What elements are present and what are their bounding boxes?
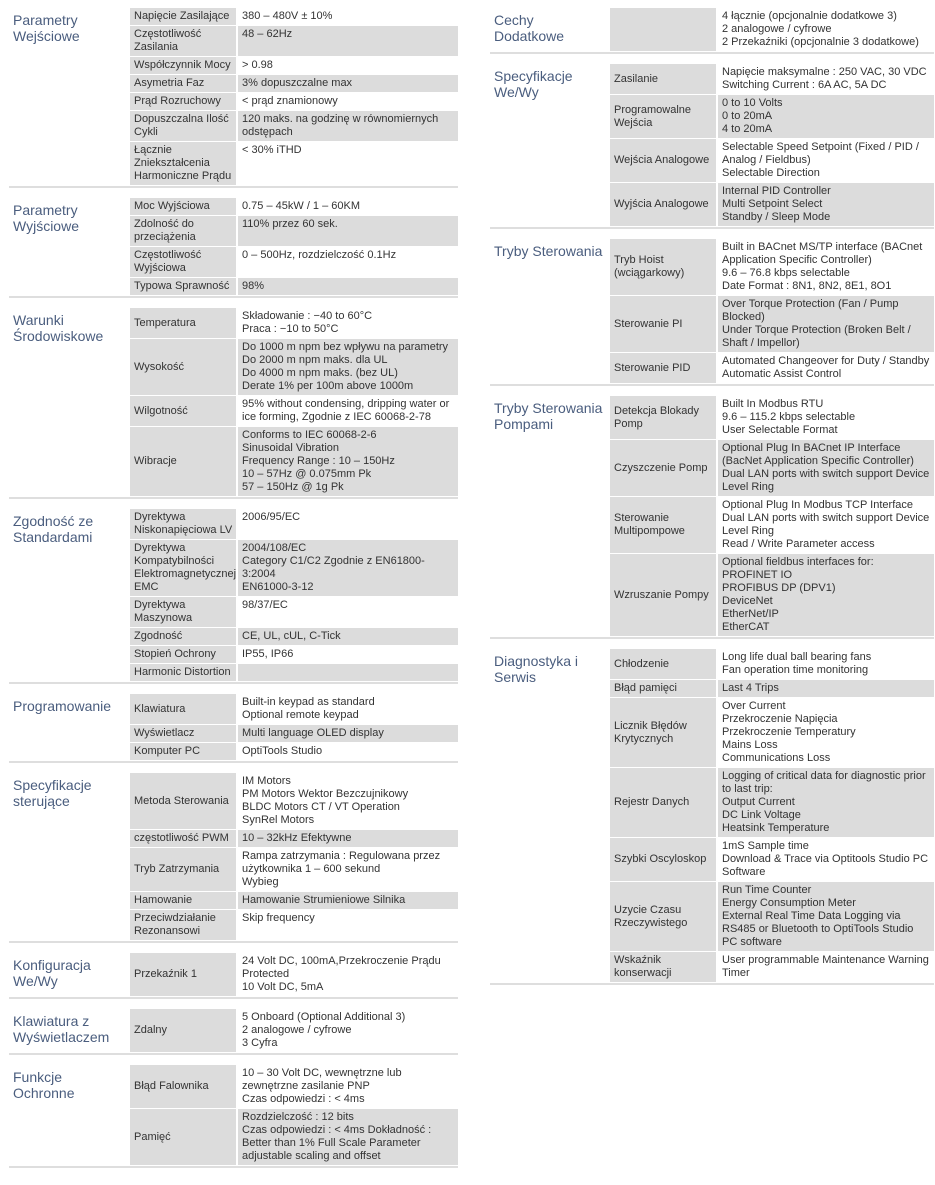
spec-label: Uzycie Czasu Rzeczywistego [610, 882, 718, 952]
spec-label: Komputer PC [130, 743, 238, 761]
spec-rows [130, 308, 458, 497]
spec-row [610, 95, 934, 139]
spec-label: Łącznie Zniekształcenia Harmoniczne Prądu [130, 142, 238, 186]
spec-label: Zdolność do przeciążenia [130, 216, 238, 247]
spec-label: Wyjścia Analogowe [610, 183, 718, 227]
spec-label: Programowalne Wejścia [610, 95, 718, 139]
spec-value: Internal PID Controller Multi Setpoint Select Standby / Sleep Mode [718, 183, 934, 227]
spec-rows [130, 509, 458, 682]
spec-value: 10 – 32kHz Efektywne [238, 830, 458, 848]
spec-row [610, 882, 934, 952]
spec-value: 10 – 30 Volt DC, wewnętrzne lub zewnętrzne zasilanie PNP Czas odpowiedzi : < 4ms [238, 1065, 458, 1109]
spec-value: 95% without condensing, dripping water or ice forming, Zgodnie z IEC 60068-2-78 [238, 396, 458, 427]
spec-row [610, 8, 934, 52]
spec-row [130, 910, 458, 941]
spec-value: IP55, IP66 [238, 646, 458, 664]
section-title: Specyfikacje sterujące [13, 777, 92, 809]
spec-row [610, 649, 934, 680]
section-title: Klawiatura z Wyświetlaczem [13, 1013, 110, 1045]
spec-value: Built-in keypad as standard Optional remote keypad [238, 694, 458, 725]
spec-rows [610, 396, 934, 637]
spec-value: Selectable Speed Setpoint (Fixed / PID / Analog / Fieldbus) Selectable Direction [718, 139, 934, 183]
spec-row [130, 339, 458, 396]
spec-value: Skip frequency [238, 910, 458, 941]
spec-section-konfiguracja-we-wy [9, 953, 458, 999]
spec-label: Zasilanie [610, 64, 718, 95]
spec-row [610, 440, 934, 497]
spec-value: 1mS Sample time Download & Trace via Optitools Studio PC Software [718, 838, 934, 882]
spec-section-parametry-wejsciowe [9, 8, 458, 188]
spec-section-tryby-sterowania-pompami [490, 396, 934, 639]
right-column [490, 8, 934, 995]
spec-value: < prąd znamionowy [238, 93, 458, 111]
spec-value: Long life dual ball bearing fans Fan operation time monitoring [718, 649, 934, 680]
spec-label: Stopień Ochrony [130, 646, 238, 664]
spec-section-programowanie [9, 694, 458, 763]
spec-label: Tryb Zatrzymania [130, 848, 238, 892]
spec-row [130, 198, 458, 216]
spec-label: Wskaźnik konserwacji [610, 952, 718, 983]
spec-value: CE, UL, cUL, C-Tick [238, 628, 458, 646]
spec-value: 4 łącznie (opcjonalnie dodatkowe 3) 2 analogowe / cyfrowe 2 Przekaźniki (opcjonalnie 3 dodatkowe) [718, 8, 934, 52]
spec-label: Detekcja Blokady Pomp [610, 396, 718, 440]
spec-row [130, 427, 458, 497]
spec-label: Czyszczenie Pomp [610, 440, 718, 497]
spec-value [238, 664, 458, 682]
section-title: Warunki Środowiskowe [13, 312, 104, 344]
spec-value: Optional Plug In BACnet IP Interface (BacNet Application Specific Controller) Dual LAN ports with switch support Device Level Ring [718, 440, 934, 497]
spec-row [130, 1009, 458, 1053]
spec-row [610, 353, 934, 384]
spec-value: 0 – 500Hz, rozdzielczość 0.1Hz [238, 247, 458, 278]
spec-row [130, 725, 458, 743]
section-title: Tryby Sterowania Pompami [494, 400, 603, 432]
section-title: Specyfikacje We/Wy [494, 68, 573, 100]
spec-label: Wzruszanie Pompy [610, 554, 718, 637]
spec-row [610, 139, 934, 183]
spec-row [130, 278, 458, 296]
spec-row [130, 396, 458, 427]
spec-value: 0.75 – 45kW / 1 – 60KM [238, 198, 458, 216]
spec-value: Rozdzielczość : 12 bits Czas odpowiedzi : < 4ms Dokładność : Better than 1% Full Scale Parameter adjustable scaling and offset [238, 1109, 458, 1166]
spec-row [130, 540, 458, 597]
spec-row [130, 1109, 458, 1166]
left-column [9, 8, 458, 1178]
spec-rows [610, 239, 934, 384]
spec-value: 0 to 10 Volts 0 to 20mA 4 to 20mA [718, 95, 934, 139]
spec-value: Over Torque Protection (Fan / Pump Blocked) Under Torque Protection (Broken Belt / Shaft / Impellor) [718, 296, 934, 353]
spec-label: Błąd Falownika [130, 1065, 238, 1109]
spec-row [610, 554, 934, 637]
spec-label: Przeciwdziałanie Rezonansowi [130, 910, 238, 941]
spec-value: Last 4 Trips [718, 680, 934, 698]
spec-row [130, 773, 458, 830]
spec-rows [130, 1065, 458, 1166]
spec-section-klawiatura-z-wyswietlaczem [9, 1009, 458, 1055]
spec-label: Metoda Sterowania [130, 773, 238, 830]
spec-rows [130, 1009, 458, 1053]
spec-row [130, 509, 458, 540]
spec-label: Szybki Oscyloskop [610, 838, 718, 882]
section-title: Programowanie [13, 698, 112, 714]
spec-value: 5 Onboard (Optional Additional 3) 2 analogowe / cyfrowe 3 Cyfra [238, 1009, 458, 1053]
spec-row [610, 768, 934, 838]
spec-value: Logging of critical data for diagnostic prior to last trip: Output Current DC Link Voltage Heatsink Temperature [718, 768, 934, 838]
spec-row [130, 628, 458, 646]
spec-value: Built In Modbus RTU 9.6 – 115.2 kbps selectable User Selectable Format [718, 396, 934, 440]
spec-row [610, 183, 934, 227]
spec-label: Błąd pamięci [610, 680, 718, 698]
spec-row [610, 952, 934, 983]
spec-row [130, 597, 458, 628]
spec-section-funkcje-ochronne [9, 1065, 458, 1168]
spec-label: Sterowanie PID [610, 353, 718, 384]
spec-row [130, 664, 458, 682]
spec-value: Napięcie maksymalne : 250 VAC, 30 VDC Switching Current : 6A AC, 5A DC [718, 64, 934, 95]
spec-row [130, 93, 458, 111]
spec-value: 98/37/EC [238, 597, 458, 628]
spec-label: Częstotliwość Zasilania [130, 26, 238, 57]
spec-value: Optional fieldbus interfaces for: PROFINET IO PROFIBUS DP (DPV1) DeviceNet EtherNet/IP EtherCAT [718, 554, 934, 637]
spec-value: 3% dopuszczalne max [238, 75, 458, 93]
spec-rows [130, 198, 458, 296]
spec-section-warunki-srodowiskowe [9, 308, 458, 499]
spec-value: 2006/95/EC [238, 509, 458, 540]
spec-label: Rejestr Danych [610, 768, 718, 838]
spec-value: 24 Volt DC, 100mA,Przekroczenie Prądu Protected 10 Volt DC, 5mA [238, 953, 458, 997]
spec-row [130, 75, 458, 93]
spec-label: Klawiatura [130, 694, 238, 725]
spec-label: Temperatura [130, 308, 238, 339]
spec-section-zgodnosc-ze-standardami [9, 509, 458, 684]
spec-row [130, 26, 458, 57]
spec-rows [610, 8, 934, 52]
spec-label: Zdalny [130, 1009, 238, 1053]
spec-section-specyfikacje-sterujace [9, 773, 458, 943]
spec-value: Hamowanie Strumieniowe Silnika [238, 892, 458, 910]
spec-value: 120 maks. na godzinę w równomiernych odstępach [238, 111, 458, 142]
spec-label: Prąd Rozruchowy [130, 93, 238, 111]
spec-label: Harmonic Distortion [130, 664, 238, 682]
spec-section-tryby-sterowania [490, 239, 934, 386]
spec-value: 2004/108/EC Category C1/C2 Zgodnie z EN61800-3:2004 EN61000-3-12 [238, 540, 458, 597]
spec-label: Wysokość [130, 339, 238, 396]
spec-row [130, 848, 458, 892]
spec-label: częstotliwość PWM [130, 830, 238, 848]
spec-row [610, 64, 934, 95]
spec-label: Częstotliwość Wyjściowa [130, 247, 238, 278]
spec-row [130, 694, 458, 725]
section-title: Funkcje Ochronne [13, 1069, 75, 1101]
spec-section-specyfikacje-we-wy [490, 64, 934, 229]
spec-rows [610, 649, 934, 983]
spec-section-diagnostyka-i-serwis [490, 649, 934, 985]
spec-row [130, 57, 458, 75]
spec-section-parametry-wyjsciowe [9, 198, 458, 298]
spec-value: 110% przez 60 sek. [238, 216, 458, 247]
spec-label [610, 8, 718, 52]
spec-section-cechy-dodatkowe [490, 8, 934, 54]
spec-label: Moc Wyjściowa [130, 198, 238, 216]
spec-row [130, 111, 458, 142]
section-title: Cechy Dodatkowe [494, 12, 565, 44]
spec-value: Run Time Counter Energy Consumption Meter External Real Time Data Logging via RS485 or Bluetooth to OptiTools Studio PC software [718, 882, 934, 952]
spec-rows [130, 773, 458, 941]
spec-row [130, 743, 458, 761]
spec-label: Sterowanie PI [610, 296, 718, 353]
spec-label: Tryb Hoist (wciągarkowy) [610, 239, 718, 296]
spec-label: Wilgotność [130, 396, 238, 427]
spec-label: Hamowanie [130, 892, 238, 910]
spec-value: > 0.98 [238, 57, 458, 75]
spec-label: Zgodność [130, 628, 238, 646]
spec-label: Napięcie Zasilające [130, 8, 238, 26]
spec-label: Wyświetlacz [130, 725, 238, 743]
spec-label: Pamięć [130, 1109, 238, 1166]
spec-row [130, 953, 458, 997]
spec-label: Wibracje [130, 427, 238, 497]
spec-label: Chłodzenie [610, 649, 718, 680]
spec-rows [130, 8, 458, 186]
spec-row [610, 239, 934, 296]
spec-value: Rampa zatrzymania : Regulowana przez użytkownika 1 – 600 sekund Wybieg [238, 848, 458, 892]
spec-label: Dyrektywa Kompatybilności Elektromagnetycznej EMC [130, 540, 238, 597]
spec-label: Asymetria Faz [130, 75, 238, 93]
spec-label: Sterowanie Multipompowe [610, 497, 718, 554]
spec-label: Dyrektywa Maszynowa [130, 597, 238, 628]
spec-value: < 30% iTHD [238, 142, 458, 186]
section-title: Diagnostyka i Serwis [494, 653, 579, 685]
spec-label: Dopuszczalna Ilość Cykli [130, 111, 238, 142]
spec-rows [130, 694, 458, 761]
spec-value: 380 – 480V ± 10% [238, 8, 458, 26]
spec-rows [610, 64, 934, 227]
section-title: Parametry Wyjściowe [13, 202, 79, 234]
spec-value: Over Current Przekroczenie Napięcia Przekroczenie Temperatury Mains Loss Communications Loss [718, 698, 934, 768]
spec-row [130, 892, 458, 910]
spec-row [610, 838, 934, 882]
section-title: Tryby Sterowania [494, 243, 603, 259]
spec-value: Conforms to IEC 60068-2-6 Sinusoidal Vibration Frequency Range : 10 – 150Hz 10 – 57Hz @ 0.075mm Pk 57 – 150Hz @ 1g Pk [238, 427, 458, 497]
spec-value: Built in BACnet MS/TP interface (BACnet Application Specific Controller) 9.6 – 76.8 kbps selectable Date Format : 8N1, 8N2, 8E1, 8O1 [718, 239, 934, 296]
spec-row [610, 497, 934, 554]
spec-value: IM Motors PM Motors Wektor Bezczujnikowy BLDC Motors CT / VT Operation SynRel Motors [238, 773, 458, 830]
spec-value: 48 – 62Hz [238, 26, 458, 57]
section-title: Parametry Wejściowe [13, 12, 80, 44]
spec-row [130, 830, 458, 848]
spec-row [610, 698, 934, 768]
spec-value: Optional Plug In Modbus TCP Interface Dual LAN ports with switch support Device Level Ring Read / Write Parameter access [718, 497, 934, 554]
spec-value: User programmable Maintenance Warning Timer [718, 952, 934, 983]
spec-row [130, 646, 458, 664]
spec-value: OptiTools Studio [238, 743, 458, 761]
spec-label: Wejścia Analogowe [610, 139, 718, 183]
spec-row [130, 142, 458, 186]
spec-rows [130, 953, 458, 997]
spec-value: Multi language OLED display [238, 725, 458, 743]
spec-value: Automated Changeover for Duty / Standby Automatic Assist Control [718, 353, 934, 384]
spec-row [130, 308, 458, 339]
spec-label: Dyrektywa Niskonapięciowa LV [130, 509, 238, 540]
spec-label: Przekaźnik 1 [130, 953, 238, 997]
spec-value: 98% [238, 278, 458, 296]
spec-value: Składowanie : −40 to 60°C Praca : −10 to 50°C [238, 308, 458, 339]
spec-row [130, 8, 458, 26]
spec-row [130, 1065, 458, 1109]
spec-label: Współczynnik Mocy [130, 57, 238, 75]
section-title: Konfiguracja We/Wy [13, 957, 91, 989]
section-title: Zgodność ze Standardami [13, 513, 94, 545]
spec-row [130, 216, 458, 247]
spec-label: Typowa Sprawność [130, 278, 238, 296]
spec-row [610, 680, 934, 698]
spec-row [610, 296, 934, 353]
spec-value: Do 1000 m npm bez wpływu na parametry Do 2000 m npm maks. dla UL Do 4000 m npm maks. (bez UL) Derate 1% per 100m above 1000m [238, 339, 458, 396]
spec-row [610, 396, 934, 440]
spec-row [130, 247, 458, 278]
spec-label: Licznik Błędów Krytycznych [610, 698, 718, 768]
